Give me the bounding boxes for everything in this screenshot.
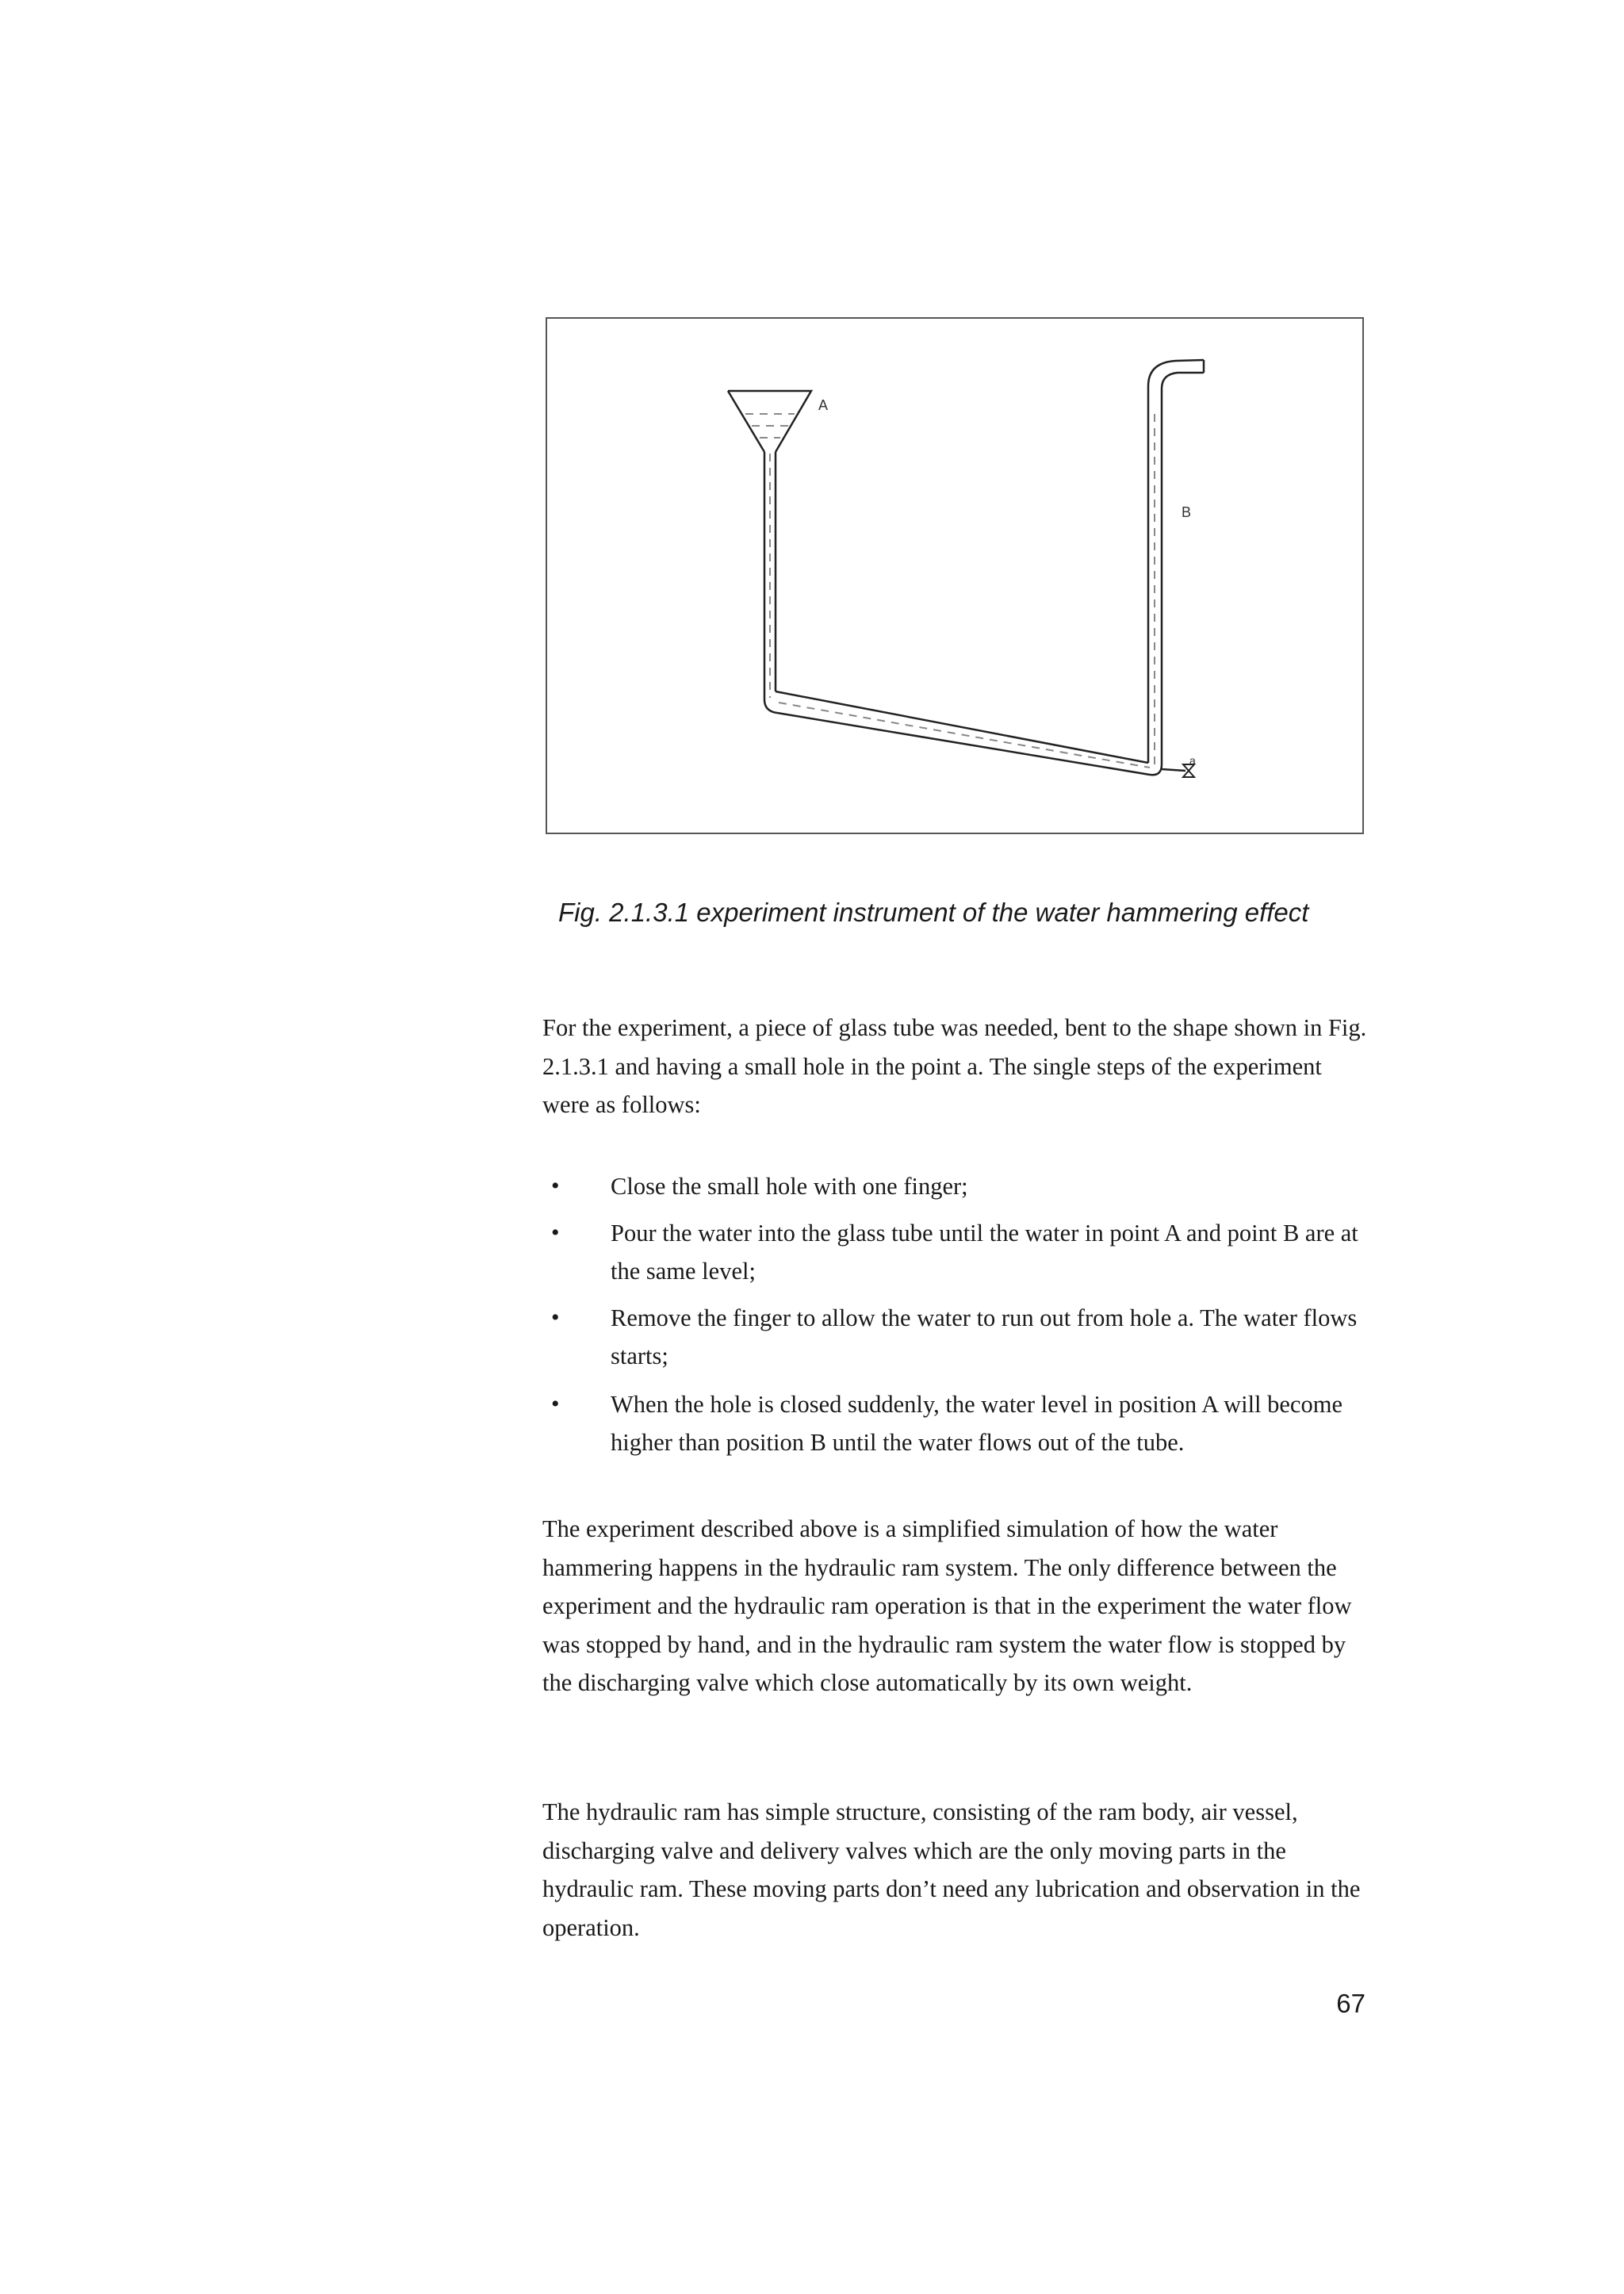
label-hole-a: a: [1189, 754, 1196, 767]
intro-paragraph: For the experiment, a piece of glass tube was needed, bent to the shape shown in Fig. 2.1.3.1 and having a small hole in the point a. The single steps of the experiment were as follows:: [542, 1014, 1367, 1118]
label-point-B: B: [1182, 504, 1192, 520]
bullet-icon: •: [551, 1173, 560, 1199]
funnel-outline: [728, 391, 811, 452]
page-number: 67: [1336, 1989, 1365, 2018]
figure-water-hammer-instrument: [546, 317, 1364, 834]
label-point-A: A: [818, 397, 829, 413]
figure-caption: Fig. 2.1.3.1 experiment instrument of the water hammering effect: [558, 898, 1309, 927]
step-text: Close the small hole with one finger;: [611, 1173, 968, 1200]
step-text: Pour the water into the glass tube until the water in point A and point B are at the same level;: [611, 1219, 1358, 1285]
step-text: Remove the finger to allow the water to run out from hole a. The water flows starts;: [611, 1304, 1358, 1369]
hole-a-nozzle: [1162, 769, 1185, 771]
bullet-icon: •: [551, 1219, 560, 1246]
bottom-tube-upper: [776, 691, 1148, 763]
list-item: [542, 1299, 1367, 1376]
structure-paragraph: The hydraulic ram has simple structure, consisting of the ram body, air vessel, discharging valve and delivery valves which are the only moving parts in the hydraulic ram. These moving parts don’t need any lubrication and observation in the operation.: [542, 1798, 1361, 1941]
glass-tube-diagram: [547, 319, 1362, 833]
simulation-paragraph: The experiment described above is a simplified simulation of how the water hammering happens in the hydraulic ram system. The only difference between the experiment and the hydraulic ram operation is that in the experiment the water flow was stopped by hand, and in the hydraulic ram system the water flow is stopped by the discharging valve which close automatically by its own weight.: [542, 1515, 1352, 1696]
step-text: When the hole is closed suddenly, the water level in position A will become higher than position B until the water flows out of the tube.: [611, 1390, 1342, 1456]
list-item: [542, 1214, 1367, 1291]
right-top-bend-inner: [1162, 373, 1204, 389]
experiment-steps-list: [542, 1167, 1367, 1462]
list-item: [542, 1167, 1367, 1206]
right-elbow: [1150, 764, 1162, 775]
bottom-tube-lower: [777, 713, 1150, 775]
funnel-outline-left: [728, 391, 764, 452]
water-in-bottom-tube: [779, 703, 1150, 768]
left-elbow: [764, 699, 777, 713]
bullet-icon: •: [551, 1390, 560, 1417]
bullet-icon: •: [551, 1304, 560, 1331]
list-item: [542, 1385, 1367, 1462]
